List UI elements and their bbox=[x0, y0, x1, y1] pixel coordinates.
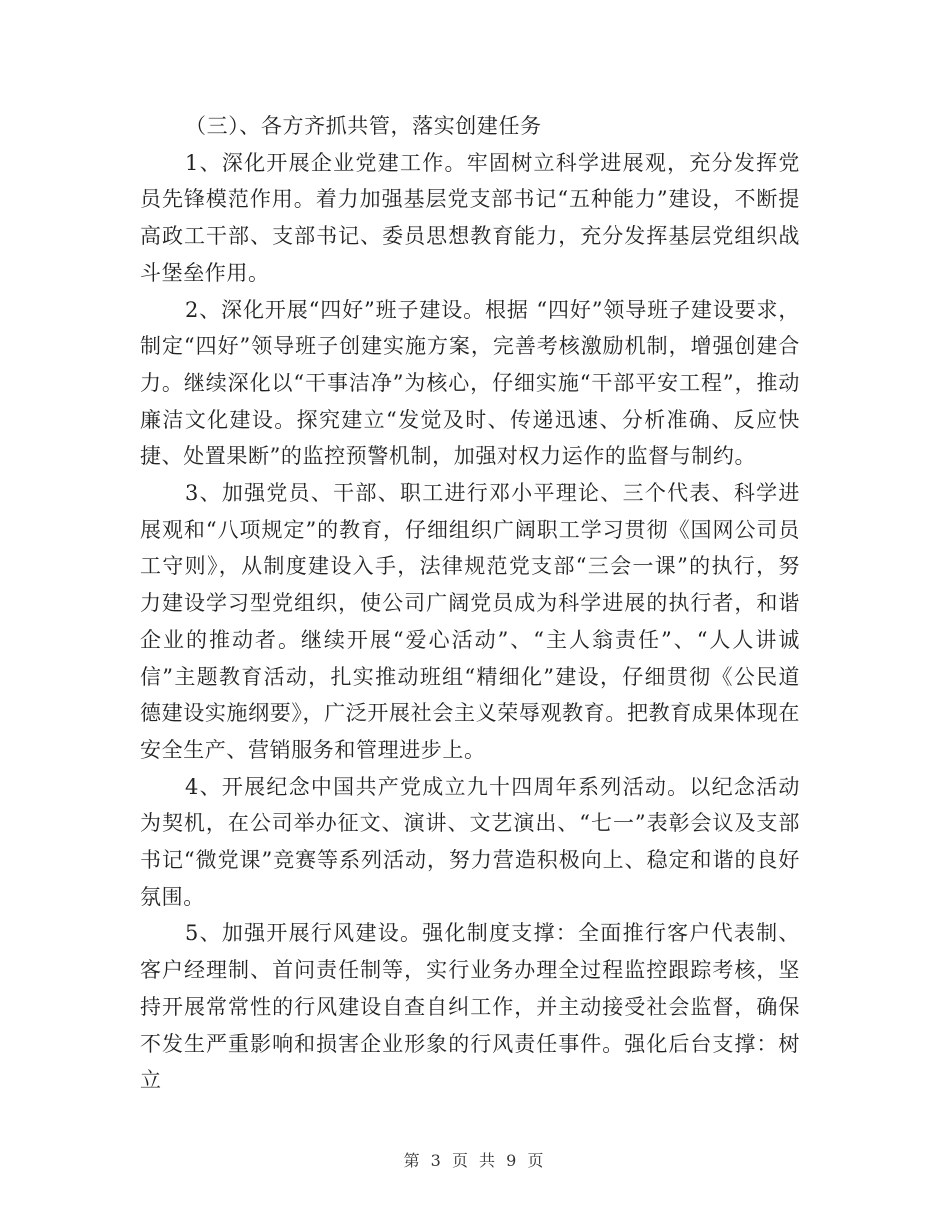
paragraph-5: 5、加强开展行风建设。强化制度支撑：全面推行客户代表制、客户经理制、首问责任制等，实行业务办理全过程监控跟踪考核，坚持开展常常性的行风建设自查自纠工作，并主动接受社会监督，确保不发生严重影响和损害企业形象的行风责任事件。强化后台支撑：树立 bbox=[140, 921, 800, 1093]
paragraph-3: 3、加强党员、干部、职工进行邓小平理论、三个代表、科学进展观和“八项规定”的教育，仔细组织广阔职工学习贯彻《国网公司员工守则》，从制度建设入手，法律规范党支部“三会一课”的执行，努力建设学习型党组织，使公司广阔党员成为科学进展的执行者，和谐企业的推动者。继续开展“爱心活动”、“主人翁责任”、“人人讲诚信”主题教育活动，扎实推动班组“精细化”建设，仔细贯彻《公民道德建设实施纲要》，广泛开展社会主义荣辱观教育。把教育成果体现在安全生产、营销服务和管理进步上。 bbox=[140, 481, 800, 762]
document-body bbox=[140, 108, 800, 1099]
section-heading: （三）、各方齐抓共管，落实创建任务 bbox=[185, 114, 542, 138]
paragraph-2: 2、深化开展“四好”班子建设。根据 “四好”领导班子建设要求，制定“四好”领导班子创建实施方案，完善考核激励机制，增强创建合力。继续深化以“干事洁净”为核心，仔细实施“干部平安工程”，推动廉洁文化建设。探究建立“发觉及时、传递迅速、分析准确、反应快捷、处置果断”的监控预警机制，加强对权力运作的监督与制约。 bbox=[140, 297, 800, 469]
paragraph-4: 4、开展纪念中国共产党成立九十四周年系列活动。以纪念活动为契机，在公司举办征文、演讲、文艺演出、“七一”表彰会议及支部书记“微党课”竞赛等系列活动，努力营造积极向上、稳定和谐的良好氛围。 bbox=[140, 774, 800, 909]
paragraph-1: 1、深化开展企业党建工作。牢固树立科学进展观，充分发挥党员先锋模范作用。着力加强基层党支部书记“五种能力”建设，不断提高政工干部、支部书记、委员思想教育能力，充分发挥基层党组织战斗堡垒作用。 bbox=[140, 150, 800, 285]
page-number-footer: 第 3 页 共 9 页 bbox=[403, 1151, 547, 1170]
